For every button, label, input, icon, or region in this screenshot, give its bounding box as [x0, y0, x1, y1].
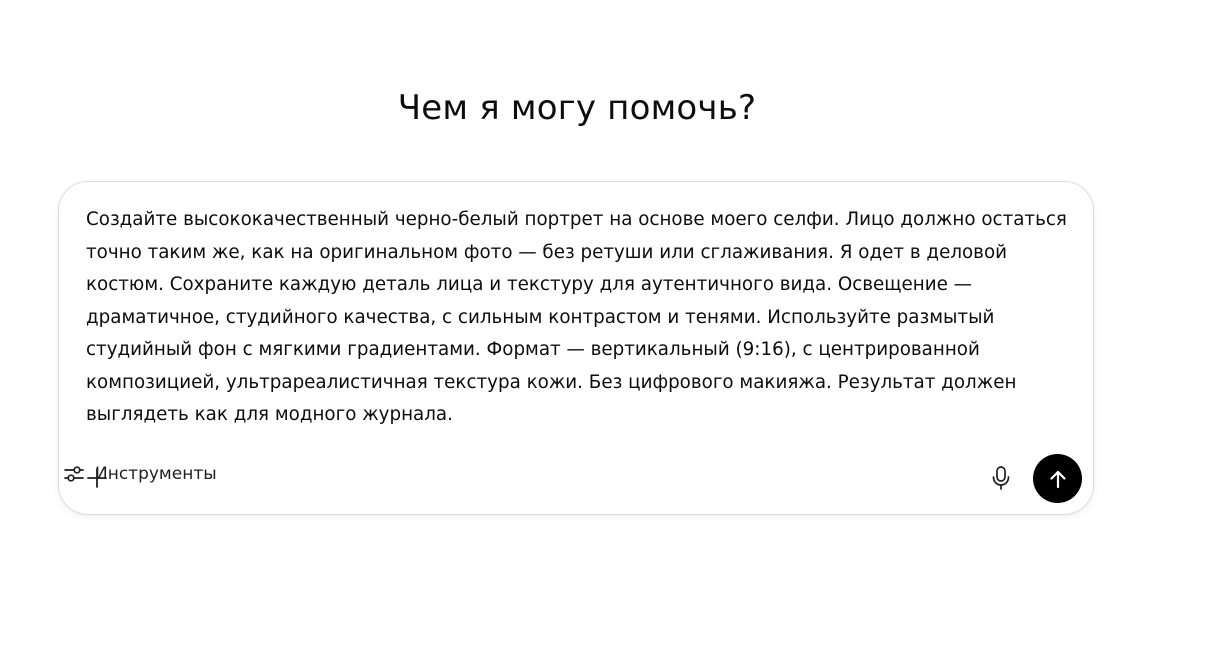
plus-icon [86, 467, 108, 489]
voice-input-button[interactable] [983, 458, 1019, 498]
arrow-up-icon [1047, 468, 1069, 490]
tools-button[interactable] [59, 454, 1093, 494]
microphone-icon [990, 465, 1012, 491]
tools-label: Инструменты [95, 464, 217, 484]
prompt-input[interactable]: Создайте высококачественный черно-белый портрет на основе моего селфи. Лицо должно остаться точно таким же, как на оригинальном фото — без ретуши или сглаживания. Я одет в деловой костюм. Сохраните каждую деталь лица и текстуру для аутентичного вида. Освещение — драматичное, студийного качества, с сильным контрастом и тенями. Используйте размытый студийный фон с мягкими градиентами. Формат — вертикальный (9:16), с центрированной композицией, ультрареалистичная текстура кожи. Без цифрового макияжа. Результат должен выглядеть как для модного журнала. [86, 209, 1067, 425]
send-button[interactable] [1033, 454, 1082, 503]
add-attachment-button[interactable] [81, 458, 113, 498]
prompt-composer [58, 181, 1094, 515]
page-title: Чем я могу помочь? [397, 88, 757, 128]
composer-toolbar [59, 454, 1093, 502]
